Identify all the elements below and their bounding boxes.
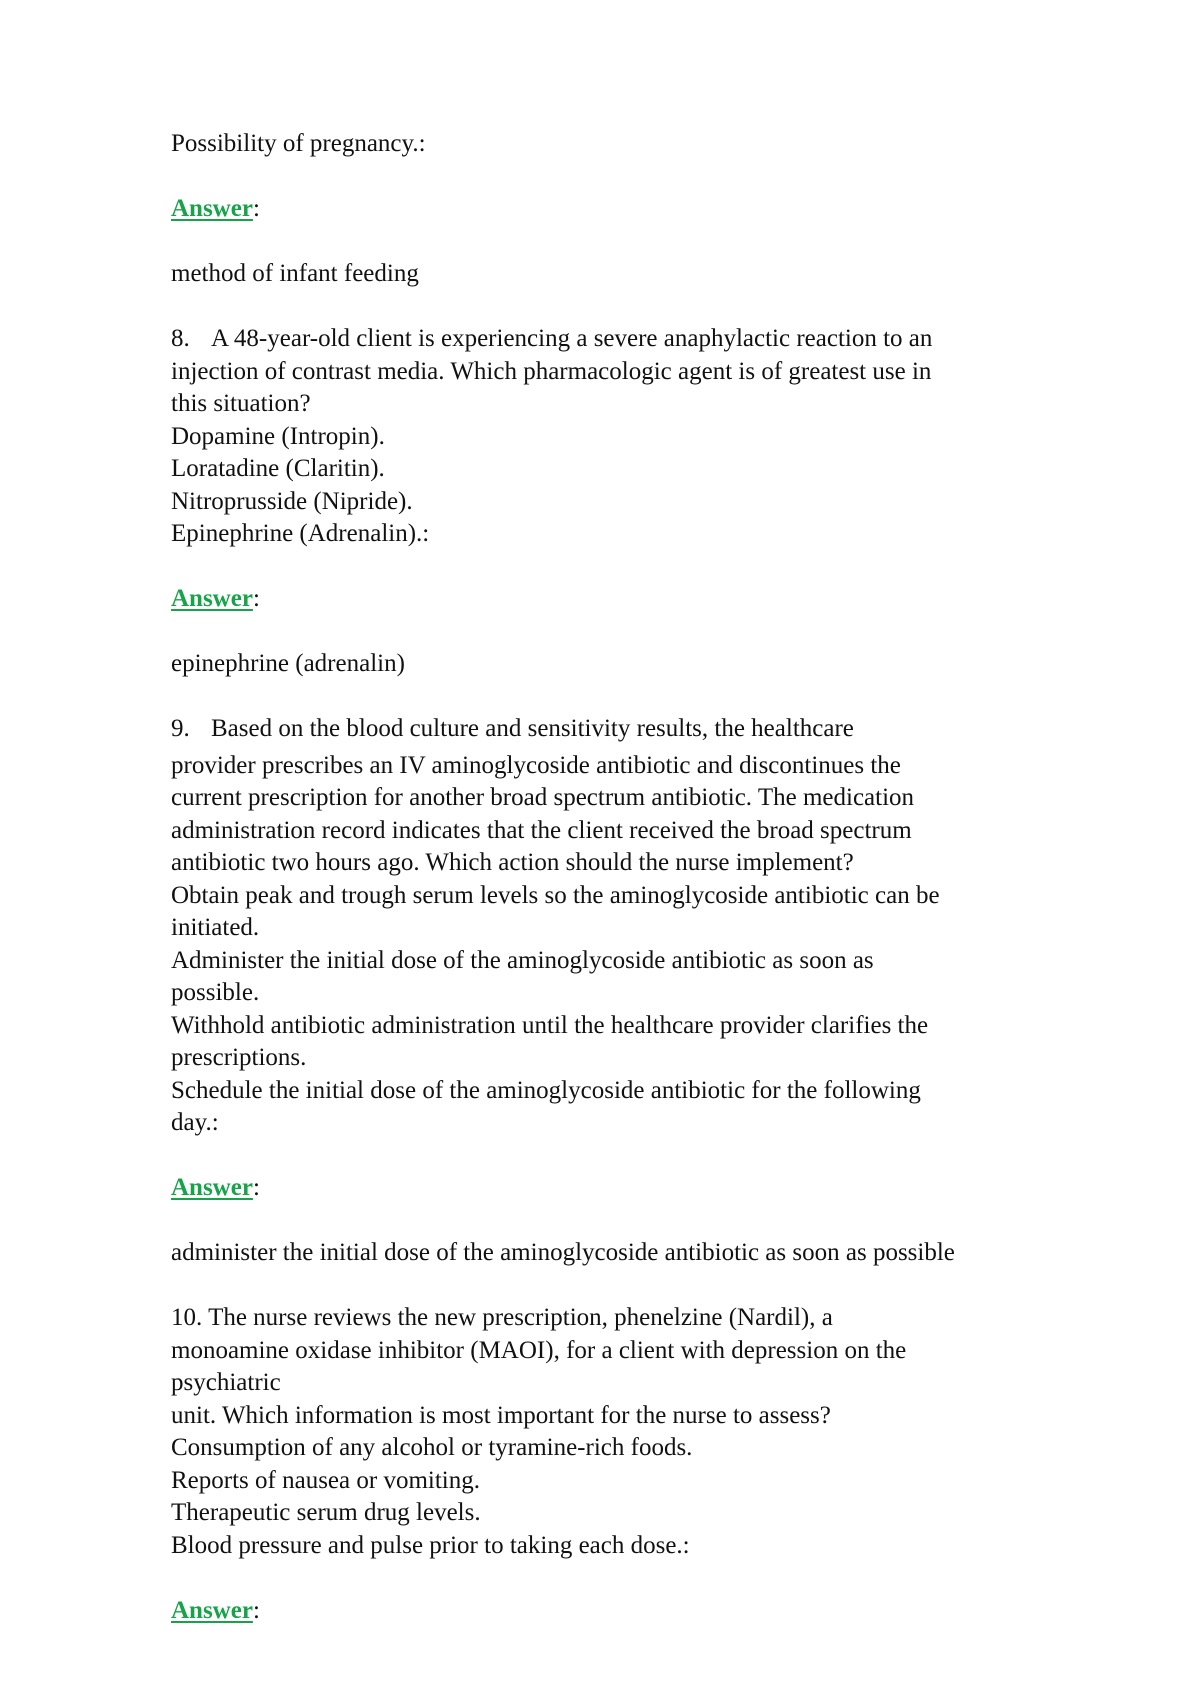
q8-number: 8. — [171, 325, 190, 352]
q8-stem-line: 8. A 48-year-old client is experiencing a severe anaphylactic reaction to an — [171, 323, 1071, 356]
q9-option: Withhold antibiotic administration until the healthcare provider clarifies the — [171, 1011, 929, 1039]
q8-stem-line: this situation? — [171, 390, 311, 417]
q9-option: prescriptions. — [171, 1044, 307, 1071]
q10-option: Reports of nausea or vomiting. — [171, 1466, 480, 1494]
q9-stem-line: provider prescribes an IV aminoglycoside antibiotic and discontinues the — [171, 751, 901, 779]
answer-label: Answer — [171, 195, 253, 222]
q10-option: Blood pressure and pulse prior to taking each dose.: — [171, 1531, 690, 1559]
q10-stem-line: monoamine oxidase inhibitor (MAOI), for a client with depression on the — [171, 1336, 907, 1364]
q9-option: Administer the initial dose of the aminoglycoside antibiotic as soon as — [171, 946, 874, 974]
q9-option: Schedule the initial dose of the aminoglycoside antibiotic for the following — [171, 1076, 921, 1104]
q9-option: possible. — [171, 979, 260, 1006]
document-page — [171, 128, 1071, 1627]
q8-answer-text: epinephrine (adrenalin) — [171, 650, 405, 677]
q8-option: Loratadine (Claritin). — [171, 455, 385, 482]
answer-label: Answer — [171, 585, 253, 612]
q8-answer-heading: Answer: — [171, 585, 260, 612]
q7-answer-heading: Answer: — [171, 195, 260, 222]
q8-stem-line: injection of contrast media. Which pharmacologic agent is of greatest use in — [171, 357, 932, 385]
q9-stem-line: antibiotic two hours ago. Which action should the nurse implement? — [171, 849, 854, 876]
answer-label: Answer — [171, 1596, 253, 1624]
q7-option-last: Possibility of pregnancy.: — [171, 130, 426, 157]
q8-option: Epinephrine (Adrenalin).: — [171, 520, 430, 547]
q10-answer-heading: Answer: — [171, 1596, 260, 1624]
q9-option: initiated. — [171, 914, 260, 941]
q10-option: Consumption of any alcohol or tyramine-rich foods. — [171, 1434, 693, 1461]
q10-stem-line: unit. Which information is most important for the nurse to assess? — [171, 1401, 831, 1429]
q9-stem-line: 9. Based on the blood culture and sensitivity results, the healthcare — [171, 713, 1071, 746]
q7-answer-text: method of infant feeding — [171, 260, 419, 287]
q9-answer-heading: Answer: — [171, 1174, 260, 1201]
q9-option: day.: — [171, 1109, 219, 1136]
q10-stem-line: psychiatric — [171, 1369, 281, 1396]
q10-number: 10. — [171, 1304, 203, 1331]
answer-label: Answer — [171, 1174, 253, 1201]
q10-option: Therapeutic serum drug levels. — [171, 1499, 481, 1526]
q9-stem-line: administration record indicates that the client received the broad spectrum — [171, 816, 912, 844]
q9-option: Obtain peak and trough serum levels so the aminoglycoside antibiotic can be — [171, 881, 940, 909]
q10-stem-line: 10. The nurse reviews the new prescription, phenelzine (Nardil), a — [171, 1304, 833, 1331]
q9-stem-line: current prescription for another broad spectrum antibiotic. The medication — [171, 784, 915, 811]
q8-option: Nitroprusside (Nipride). — [171, 487, 413, 515]
q9-number: 9. — [171, 715, 190, 742]
q9-answer-text: administer the initial dose of the aminoglycoside antibiotic as soon as possible — [171, 1239, 955, 1266]
q8-option: Dopamine (Intropin). — [171, 422, 385, 450]
